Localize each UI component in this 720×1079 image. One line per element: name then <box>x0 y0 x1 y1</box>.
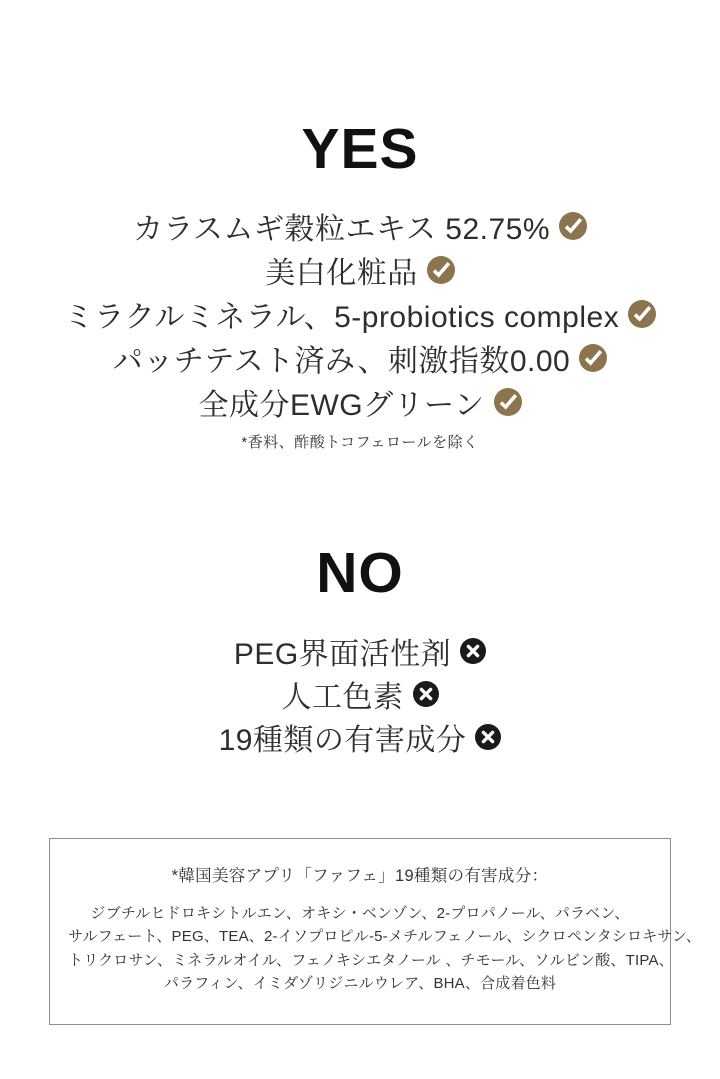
yes-claims-list <box>64 204 656 424</box>
no-claim-row <box>219 716 502 759</box>
harmful-ingredients-line: ジブチルヒドロキシトルエン、オキシ・ベンゾン、2-プロパノール、パラベン、 <box>90 904 630 922</box>
no-claim-text: 19種類の有害成分 <box>218 724 467 758</box>
yes-claim-row <box>265 248 455 292</box>
no-claim-row <box>282 673 439 716</box>
harmful-ingredients-line: サルフェート、PEG、TEA、2-イソプロピル-5-メチルフェノール、シクロペンタシロキサン、 <box>68 928 702 946</box>
no-claims-list <box>219 630 502 759</box>
harmful-ingredients-line: パラフィン、イミダゾリジニルウレア、BHA、合成着色料 <box>163 975 557 993</box>
x-circle-icon <box>475 724 501 750</box>
check-circle-icon <box>559 212 587 240</box>
yes-claim-text: 美白化粧品 <box>265 256 418 290</box>
yes-footnote: *香料、酢酸トコフェロールを除く <box>241 433 479 451</box>
yes-claim-row <box>133 204 587 248</box>
yes-heading: YES <box>301 117 419 181</box>
harmful-ingredients-line: トリクロサン、ミネラルオイル、フェノキシエタノール 、チモール、ソルビン酸、TIPA、 <box>68 951 674 969</box>
yes-claim-row <box>113 336 608 380</box>
yes-claim-text: 全成分EWGグリーン <box>198 388 485 422</box>
yes-claim-text: ミラクルミネラル、5-probiotics complex <box>63 300 620 334</box>
no-claim-text: 人工色素 <box>281 681 404 715</box>
check-circle-icon <box>628 300 656 328</box>
yes-claim-row <box>198 380 521 424</box>
no-heading: NO <box>316 540 404 605</box>
yes-claim-text: パッチテスト済み、刺激指数0.00 <box>112 344 571 378</box>
harmful-ingredients-box <box>49 838 702 1025</box>
x-circle-icon <box>460 638 486 664</box>
check-circle-icon <box>427 256 455 284</box>
yes-claim-text: カラスムギ穀粒エキス 52.75% <box>132 212 551 246</box>
check-circle-icon <box>494 388 522 416</box>
yes-claim-row <box>64 292 656 336</box>
x-circle-icon <box>413 681 439 707</box>
no-claim-text: PEG界面活性剤 <box>233 638 452 672</box>
no-claim-row <box>234 630 486 673</box>
harmful-ingredients-title: *韓国美容アプリ「ファフェ」19種類の有害成分： <box>171 866 549 885</box>
check-circle-icon <box>579 344 607 372</box>
